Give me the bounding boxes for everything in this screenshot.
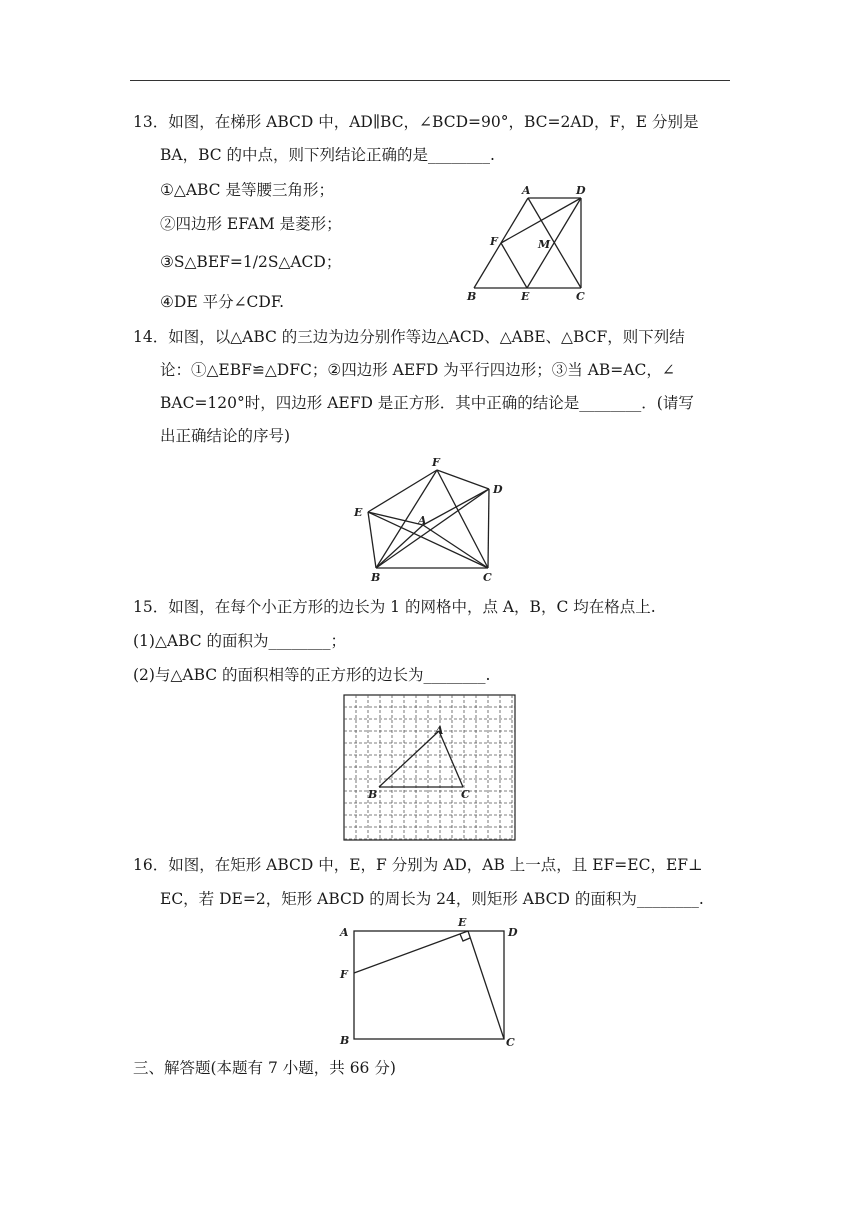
q15-label-c: C (461, 788, 470, 801)
q15-label-b: B (368, 788, 378, 801)
q13-label-c: C (576, 290, 585, 303)
q13-option-4: ④DE 平分∠CDF. (160, 293, 285, 311)
q14-label-c: C (483, 571, 492, 584)
q13-option-2: ②四边形 EFAM 是菱形； (160, 215, 342, 233)
q13-label-b: B (467, 290, 477, 303)
q13-label-d: D (576, 184, 586, 197)
header-rule (130, 80, 730, 81)
q16-label-c: C (506, 1036, 515, 1049)
q16-line2: EC，若 DE=2，矩形 ABCD 的周长为 24，则矩形 ABCD 的面积为________. (160, 890, 704, 908)
q15-line2: (1)△ABC 的面积为________； (133, 632, 347, 650)
q13-trapezoid-figure (462, 182, 592, 306)
q16-rectangle-figure (336, 914, 526, 1050)
q15-line1: 15．如图，在每个小正方形的边长为 1 的网格中，点 A，B，C 均在格点上. (133, 598, 656, 616)
q15-line3: (2)与△ABC 的面积相等的正方形的边长为________. (133, 666, 491, 684)
q14-label-f: F (432, 456, 440, 469)
q14-label-e: E (354, 506, 363, 519)
q16-label-a: A (340, 926, 349, 939)
q14-line2: 论：①△EBF≌△DFC；②四边形 AEFD 为平行四边形；③当 AB=AC，∠ (160, 361, 675, 379)
q13-option-3: ③S△BEF=1/2S△ACD； (160, 253, 342, 271)
q13-option-1: ①△ABC 是等腰三角形； (160, 181, 334, 199)
q15-grid-figure (343, 694, 516, 841)
q14-label-a: A (418, 514, 427, 527)
q14-triangles-figure (348, 454, 508, 586)
q13-line1: 13．如图，在梯形 ABCD 中，AD∥BC，∠BCD=90°，BC=2AD，F，E 分别是 (133, 113, 699, 131)
q16-label-e: E (458, 916, 467, 929)
q13-label-f: F (490, 235, 498, 248)
q14-label-b: B (371, 571, 381, 584)
section-3-heading: 三、解答题(本题有 7 小题，共 66 分) (133, 1059, 396, 1077)
q14-line1: 14．如图，以△ABC 的三边为边分别作等边△ACD、△ABE、△BCF，则下列结 (133, 328, 685, 346)
q13-label-m: M (538, 238, 551, 251)
q14-line3: BAC=120°时，四边形 AEFD 是正方形．其中正确的结论是________．(请写 (160, 394, 694, 412)
q16-line1: 16．如图，在矩形 ABCD 中，E，F 分别为 AD，AB 上一点，且 EF=EC，EF⊥ (133, 856, 703, 874)
q14-label-d: D (493, 483, 503, 496)
q15-label-a: A (435, 724, 444, 737)
q14-line4: 出正确结论的序号) (160, 427, 291, 445)
q13-line2: BA，BC 的中点，则下列结论正确的是________. (160, 146, 495, 164)
q13-label-e: E (521, 290, 530, 303)
q16-label-f: F (340, 968, 348, 981)
q16-label-b: B (340, 1034, 350, 1047)
q13-label-a: A (522, 184, 531, 197)
q16-label-d: D (508, 926, 518, 939)
